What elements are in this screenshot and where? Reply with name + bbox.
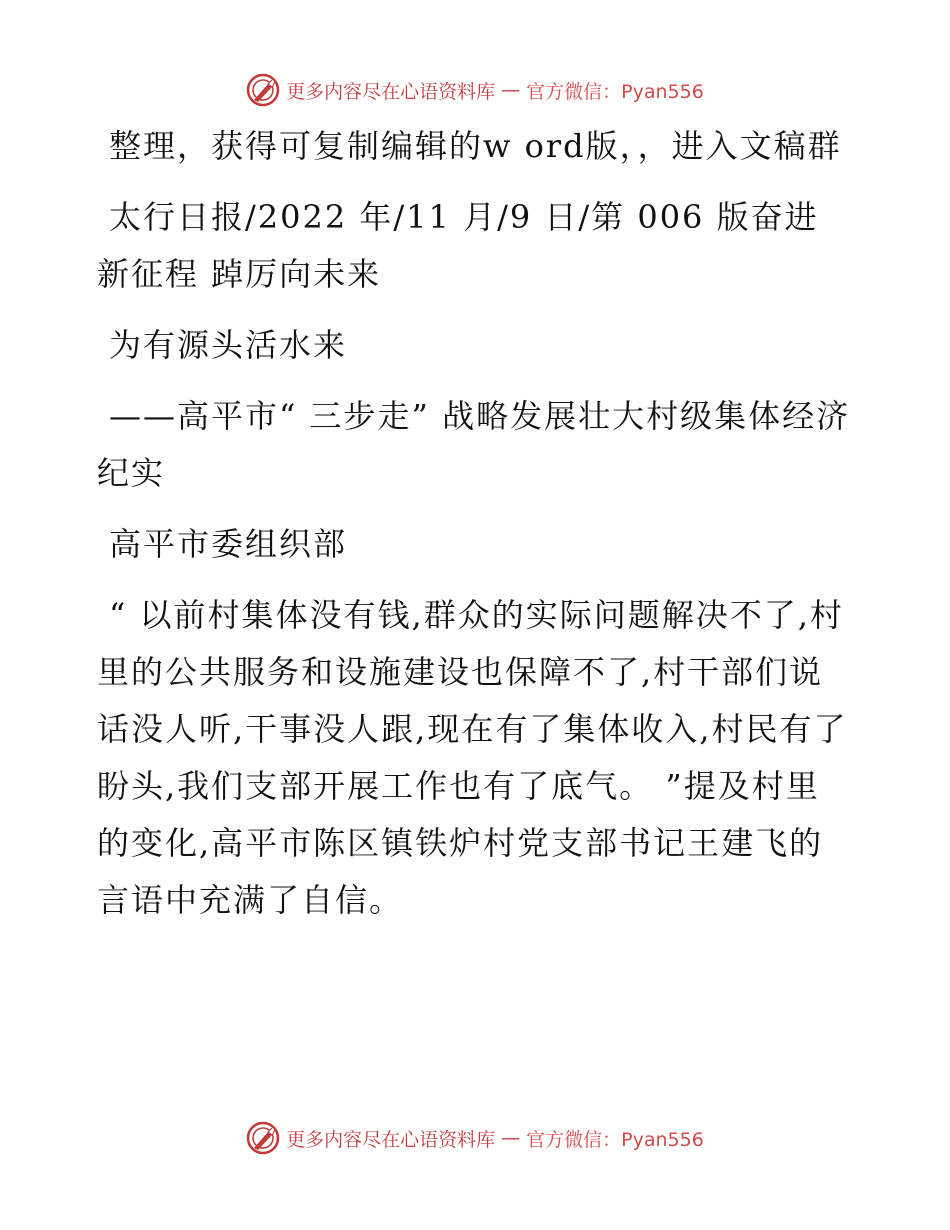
paragraph-source-line: 太行日报/2022 年/11 月/9 日/第 006 版奋进新征程 踔厉向未来 bbox=[97, 198, 819, 293]
banner-separator: — bbox=[501, 79, 521, 101]
article-author: 高平市委组织部 bbox=[109, 525, 348, 563]
document-body bbox=[97, 118, 852, 943]
banner-text: 更多内容尽在心语资料库 bbox=[286, 1128, 496, 1151]
article-subtitle: ——高平市“ 三步走” 战略发展壮大村级集体经济纪实 bbox=[97, 397, 851, 492]
paragraph-notice: 整理，获得可复制编辑的w ord版，，进入文稿群 bbox=[109, 127, 842, 165]
pen-logo-icon bbox=[246, 73, 280, 107]
banner-text: 更多内容尽在心语资料库 bbox=[286, 80, 496, 103]
header-watermark-banner bbox=[0, 70, 950, 110]
pen-logo-icon bbox=[246, 1121, 280, 1155]
footer-watermark-banner bbox=[0, 1118, 950, 1158]
banner-separator: — bbox=[501, 1127, 521, 1149]
article-body-paragraph: “ 以前村集体没有钱,群众的实际问题解决不了,村里的公共服务和设施建设也保障不了,村干部们说话没人听,干事没人跟,现在有了集体收入,村民有了盼头,我们支部开展工作也有了底气。 ”提及村里的变化,高平市陈区镇铁炉村党支部书记王建飞的言语中充满了自信。 bbox=[97, 596, 848, 919]
banner-contact: 官方微信：Pyan556 bbox=[526, 80, 704, 103]
banner-contact: 官方微信：Pyan556 bbox=[526, 1128, 704, 1151]
article-title: 为有源头活水来 bbox=[109, 326, 348, 364]
